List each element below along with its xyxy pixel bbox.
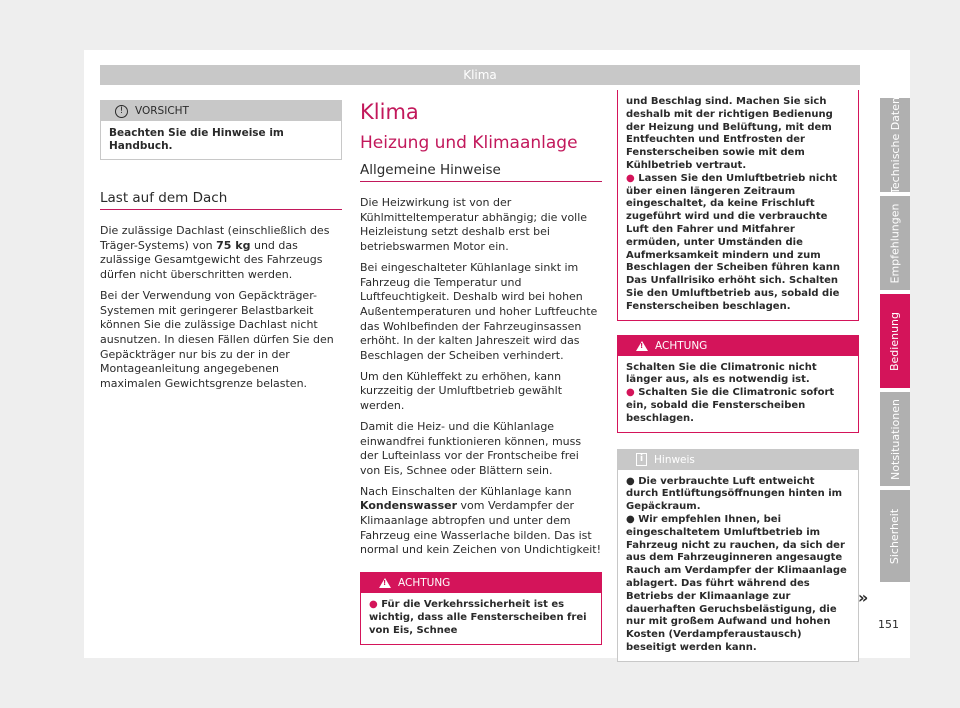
warning-item: Lassen Sie den Umluftbetrieb nicht über einen längeren Zeitraum eingeschaltet, da keine Frischluft zugeführt wird und die verbrauchte Luft den Fahrer und Mitfahrer ermüden, unter Umständen die Aufmerksamkeit mindern und zum Beschlagen der Scheiben führen kann Das Unfallrisiko erhöht sich. Schalten Sie den Umluftbetrieb aus, sobald die Fensterscheiben beschlagen. <box>626 172 841 312</box>
section-title-roof-load: Last auf dem Dach <box>100 190 342 210</box>
warning-box <box>360 572 602 644</box>
warning-item-2 <box>626 387 850 425</box>
paragraph-4: Damit die Heiz- und die Kühlanlage einwandfrei funktionieren können, muss der Lufteinlass vor der Frontscheibe frei von Eis, Schnee oder Blättern sein. <box>360 419 582 477</box>
warning-box-2 <box>617 335 859 433</box>
page-number: 151 <box>878 618 899 631</box>
note-item: Wir empfehlen Ihnen, bei eingeschaltetem Umluftbetrieb im Fahrzeug nicht zu rauchen, da sich der aus dem Fahrzeuginneren angesaugte Rauch am Verdampfer der Klimaanlage ablagert. Das führt während des Betriebs der Klimaanlage zur dauerhaften Geruchsbelästigung, die nur mit großem Aufwand und hohen Kosten (Verdampferaustausch) beseitigt werden kann. <box>626 513 847 653</box>
column-3 <box>617 90 859 662</box>
column-2 <box>360 100 602 645</box>
warning-continued-text <box>618 90 858 320</box>
note-box <box>617 449 859 662</box>
warning-text <box>361 593 601 643</box>
warning-box-continued <box>617 90 859 321</box>
chapter-title: Klima <box>360 100 419 124</box>
warning-continuation: und Beschlag sind. Machen Sie sich deshalb mit der richtigen Bedienung der Heizung und Belüftung, mit dem Entfeuchten und Entfrosten der Fensterscheiben sowie mit dem Kühlbetrieb vertraut. <box>626 96 833 171</box>
warning-triangle-icon: ! <box>379 578 391 588</box>
warning-item: Schalten Sie die Climatronic nicht länger aus, als es notwendig ist. <box>626 361 817 386</box>
chapter-subtitle: Heizung und Klimaanlage <box>360 133 578 153</box>
warning-label: ACHTUNG <box>655 339 708 352</box>
warning-triangle-icon: ! <box>636 341 648 351</box>
warning-header <box>361 573 601 593</box>
text-run: Nach Einschalten der Kühlanlage kann <box>360 484 572 498</box>
continue-arrow-icon: » <box>858 588 869 607</box>
warning-item: Schalten Sie die Climatronic sofort ein, sobald die Fensterscheiben beschlagen. <box>626 387 835 424</box>
caution-circle-icon: ! <box>115 105 128 118</box>
bullet-icon: ● <box>369 599 382 611</box>
warning-text <box>618 356 858 432</box>
roof-load-body <box>100 224 342 392</box>
tab-sicherheit[interactable] <box>880 490 910 582</box>
info-icon: i <box>636 453 647 466</box>
note-label: Hinweis <box>654 453 695 466</box>
paragraph-5 <box>360 485 602 559</box>
bullet-icon: ● <box>626 513 639 525</box>
tab-label: Sicherheit <box>888 508 902 564</box>
caution-label: VORSICHT <box>135 105 189 117</box>
column-1 <box>100 100 342 398</box>
caution-header <box>101 101 341 121</box>
text-run: und das zulässige Gesamtgewicht des Fahrzeugs dürfen nicht überschritten werden. <box>100 238 323 282</box>
warning-item-2 <box>626 173 850 314</box>
note-header <box>618 450 858 470</box>
note-text <box>618 470 858 661</box>
tab-bedienung[interactable] <box>880 294 910 388</box>
caution-text: Beachten Sie die Hinweise im Handbuch. <box>109 127 284 152</box>
roof-load-paragraph-2: Bei der Verwendung von Gepäckträger-Systemen mit geringerer Belastbarkeit können Sie die zulässige Dachlast nicht ausnutzen. In diesen Fällen dürfen Sie den Gepäckträger nur bis zu der in der Montageanleitung angegebenen maximalen Gewichtsgrenze belasten. <box>100 288 334 391</box>
paragraph-1: Die Heizwirkung ist von der Kühlmitteltemperatur abhängig; die volle Heizleistung setzt deshalb erst bei betriebswarmen Motor ein. <box>360 196 588 254</box>
warning-item-1 <box>626 362 850 388</box>
paragraph-3: Um den Kühleffekt zu erhöhen, kann kurzzeitig der Umluftbetrieb gewählt werden. <box>360 369 563 413</box>
tab-label: Bedienung <box>888 311 902 371</box>
paragraph-2: Bei eingeschalteter Kühlanlage sinkt im Fahrzeug die Temperatur und Luftfeuchtigkeit. Deshalb wird bei hohen Außentemperaturen und hoher Luftfeuchte das Wohlbefinden der Fahrzeuginsassen erhöht. In der kalten Jahreszeit wird das Beschlagen der Scheiben verhindert. <box>360 260 598 363</box>
roof-load-paragraph-1 <box>100 224 342 283</box>
warning-header <box>618 336 858 356</box>
text-run: Die zulässige Dachlast (einschließlich des Träger-Systems) von <box>100 224 330 252</box>
bullet-icon: ● <box>626 172 639 184</box>
tab-label: Notsituationen <box>888 398 902 480</box>
tab-label: Technische Daten <box>888 96 902 194</box>
note-item-2 <box>626 514 850 655</box>
general-body <box>360 196 602 558</box>
bullet-icon: ● <box>626 475 639 487</box>
tab-notsituationen[interactable] <box>880 392 910 486</box>
weight-value: 75 kg <box>216 238 251 252</box>
tab-technische-daten[interactable] <box>880 98 910 192</box>
running-header: Klima <box>100 65 860 85</box>
term-bold: Kondenswasser <box>360 499 457 513</box>
bullet-icon: ● <box>626 387 639 399</box>
text-run: vom Verdampfer der Klimaanlage abtropfen und unter dem Fahrzeug eine Wasserlache bilden. Das ist normal und kein Zeichen von Undichtigkeit! <box>360 499 602 557</box>
section-title-general: Allgemeine Hinweise <box>360 162 602 182</box>
caution-box <box>100 100 342 160</box>
note-item: Die verbrauchte Luft entweicht durch Entlüftungsöffnungen hinten im Gepäckraum. <box>626 475 843 513</box>
note-item-1 <box>626 476 850 514</box>
warning-item: Für die Verkehrssicherheit ist es wichtig, dass alle Fensterscheiben frei von Eis, Schnee <box>369 599 587 636</box>
tab-label: Empfehlungen <box>888 203 902 283</box>
warning-label: ACHTUNG <box>398 577 451 590</box>
tab-empfehlungen[interactable] <box>880 196 910 290</box>
